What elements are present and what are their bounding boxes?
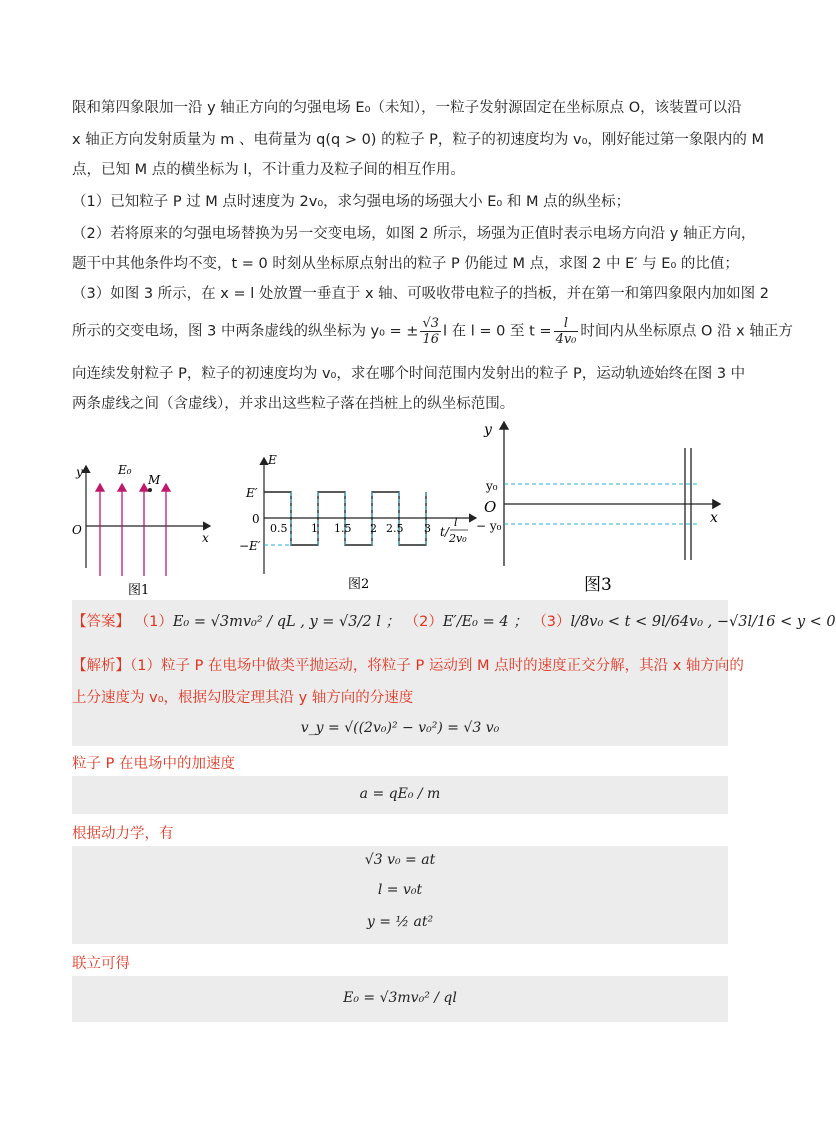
problem-line-2: x 轴正方向发射质量为 m 、电荷量为 q(q > 0) 的粒子 P，粒子的初速度均为 v₀，刚好能过第一象限内的 M [72, 132, 765, 148]
fig3-caption: 图3 [584, 575, 612, 595]
q3-frac2-den: 4v₀ [555, 332, 577, 347]
analysis-step-combine: 联立可得 [72, 956, 130, 972]
figure-2 [236, 452, 481, 597]
equation-accel: a = qE₀ / m [359, 786, 441, 802]
q3-frac1-den: 16 [422, 332, 440, 347]
fig2-tick: 1.5 [334, 522, 352, 535]
answer-label: 【答案】 [72, 614, 130, 630]
equation-dyn-3: y = ½ at² [366, 914, 434, 930]
fig1-m-label: M [148, 473, 161, 487]
figure-1 [70, 456, 215, 596]
fig2-tick: 2.5 [386, 522, 404, 535]
problem-line-3: 点，已知 M 点的横坐标为 l，不计重力及粒子间的相互作用。 [72, 162, 465, 178]
problem-line-1: 限和第四象限加一沿 y 轴正方向的匀强电场 E₀（未知），一粒子发射源固定在坐标原点 O，该装置可以沿 [72, 100, 742, 116]
answer-eq-1: E₀ = √3mv₀² / qL , y = √3/2 l ； [172, 614, 400, 630]
fig2-tick: 0.5 [270, 522, 288, 535]
fig2-t-frac-den: 2v₀ [449, 532, 467, 545]
q3-text-a: 所示的交变电场，图 3 中两条虚线的纵坐标为 y₀ = ± [72, 323, 419, 340]
answer-eq-2: E′/E₀ = 4 ； [442, 614, 528, 630]
analysis-step-dynamics: 根据动力学，有 [72, 826, 174, 842]
figure-3 [474, 418, 730, 600]
q3-fraction-1 [420, 316, 441, 347]
analysis-line-2: 上分速度为 v₀，根据勾股定理其沿 y 轴方向的分速度 [72, 690, 414, 706]
answer-part-1: （1） [134, 614, 173, 630]
equation-dyn-1: √3 v₀ = at [364, 852, 436, 868]
answer-part-2: （2） [404, 614, 443, 630]
fig2-zero-label: 0 [252, 512, 260, 526]
fig2-caption: 图2 [348, 577, 370, 592]
analysis-text-1: （1）粒子 P 在电场中做类平抛运动，将粒子 P 运动到 M 点时的速度正交分解，其沿 x 轴方向的 [130, 658, 744, 674]
equation-dyn-2: l = v₀t [377, 882, 423, 898]
fig2-tick: 2 [370, 522, 377, 535]
fig3-y0-label: y₀ [486, 479, 498, 493]
fig2-en-label: −E′ [239, 539, 261, 553]
question-2-line-1: （2）若将原来的匀强电场替换为另一交变电场，如图 2 所示，场强为正值时表示电场方向沿 y 轴正方向， [72, 226, 756, 242]
question-1: （1）已知粒子 P 过 M 点时速度为 2v₀，求匀强电场的场强大小 E₀ 和 M 点的纵坐标； [72, 194, 631, 210]
fig1-y-label: y [76, 465, 83, 479]
q3-text-c: 时间内从坐标原点 O 沿 x 轴正方 [580, 323, 793, 340]
analysis-step-accel: 粒子 P 在电场中的加速度 [72, 756, 235, 772]
fig3-neg-y0-label: − y₀ [476, 519, 502, 533]
fig1-e0-label: E₀ [118, 463, 132, 477]
fig2-t-frac-num: l [454, 516, 458, 529]
fig2-e-label: E [268, 453, 277, 467]
analysis-label: 【解析】 [72, 658, 130, 674]
fig2-tick: 3 [424, 522, 431, 535]
q3-fraction-2 [554, 316, 579, 347]
q3-frac1-num: √3 [422, 316, 440, 331]
analysis-line-1 [72, 656, 744, 676]
fig1-o-label: O [72, 523, 82, 537]
point-m [148, 488, 152, 492]
answer-eq-3: l/8v₀ < t < 9l/64v₀ , −√3l/16 < y < 0 [570, 614, 836, 630]
answer-line [72, 612, 836, 632]
fig2-tick: 1 [311, 522, 318, 535]
question-3-line-4: 两条虚线之间（含虚线），并求出这些粒子落在挡桩上的纵坐标范围。 [72, 396, 515, 412]
q3-frac2-num: l [554, 316, 579, 332]
question-3-line-3: 向连续发射粒子 P，粒子的初速度均为 v₀，求在哪个时间范围内发射出的粒子 P，运动轨迹始终在图 3 中 [72, 366, 746, 382]
question-3-line-1: （3）如图 3 所示，在 x = l 处放置一垂直于 x 轴、可吸收带电粒子的挡板，并在第一和第四象限内加如图 2 [72, 286, 769, 302]
fig3-y-label: y [484, 422, 492, 438]
fig1-x-label: x [202, 531, 209, 545]
fig3-x-label: x [710, 510, 718, 526]
answer-part-3: （3） [532, 614, 571, 630]
fig1-caption: 图1 [128, 583, 150, 598]
question-2-line-2: 题干中其他条件均不变，t = 0 时刻从坐标原点射出的粒子 P 仍能过 M 点，求图 2 中 E′ 与 E₀ 的比值； [72, 256, 739, 272]
fig2-t-label: t/ [440, 525, 449, 539]
equation-result: E₀ = √3mv₀² / ql [343, 990, 457, 1006]
q3-text-b: l 在 l = 0 至 t = [443, 323, 552, 340]
question-3-line-2 [72, 316, 793, 347]
fig2-ep-label: E′ [246, 486, 258, 500]
fig3-o-label: O [484, 498, 497, 516]
equation-vy: v_y = √((2v₀)² − v₀²) = √3 v₀ [300, 720, 500, 736]
